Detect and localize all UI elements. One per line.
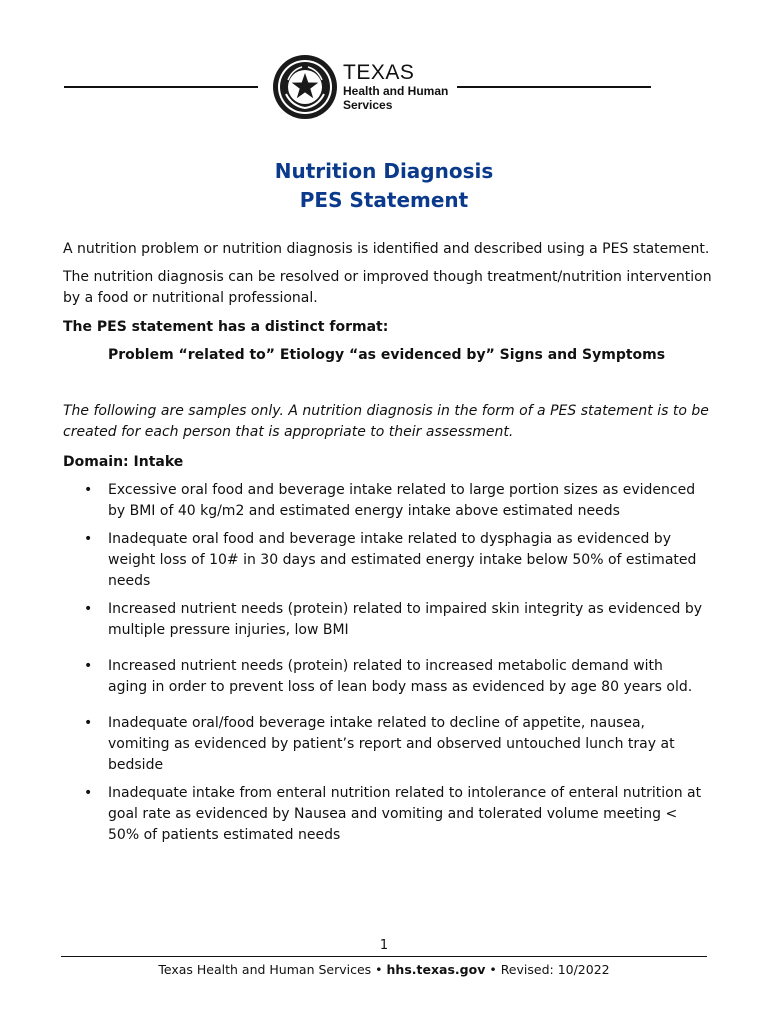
list-item-text: Excessive oral food and beverage intake related to large portion sizes as evidenced by BMI of 40 kg/m2 and estimated energy intake above estimated needs [108, 482, 696, 519]
header-rule-right [457, 86, 651, 88]
intro-paragraph-1: A nutrition problem or nutrition diagnosis is identified and described using a PES statement. [63, 241, 710, 257]
list-item-text: Inadequate intake from enteral nutrition related to intolerance of enteral nutrition at goal rate as evidenced by Nausea and vomiting and tolerated volume meeting < 50% of patients estimated needs [108, 785, 702, 843]
logo-line-3: Services [343, 98, 393, 112]
list-item-text: Inadequate oral food and beverage intake related to dysphagia as evidenced by weight loss of 10# in 30 days and estimated energy intake below 50% of estimated needs [108, 531, 697, 589]
footer-revised: Revised: 10/2022 [500, 962, 610, 977]
list-item-text: Increased nutrient needs (protein) related to increased metabolic demand with aging in order to prevent loss of lean body mass as evidenced by age 80 years old. [108, 658, 693, 695]
page-title: Nutrition Diagnosis [274, 159, 494, 183]
intro-paragraph-2: The nutrition diagnosis can be resolved or improved though treatment/nutrition intervention by a food or nutritional professional. [63, 269, 712, 306]
footer-rule [61, 956, 707, 957]
footer [0, 961, 768, 979]
logo-line-2: Health and Human [343, 84, 449, 98]
footer-separator: • [375, 962, 383, 977]
texas-seal-icon [272, 54, 338, 120]
footer-org: Texas Health and Human Services [158, 962, 372, 977]
footer-separator: • [489, 962, 497, 977]
page-subtitle: PES Statement [299, 188, 469, 212]
pes-format: Problem “related to” Etiology “as evidenced by” Signs and Symptoms [108, 347, 666, 363]
header-rule-left [64, 86, 258, 88]
bullet-icon: • [84, 601, 93, 617]
page-number: 1 [379, 938, 389, 953]
list-item-text: Increased nutrient needs (protein) related to impaired skin integrity as evidenced by multiple pressure injuries, low BMI [108, 601, 703, 638]
bullet-icon: • [84, 482, 93, 498]
bullet-icon: • [84, 658, 93, 674]
bullet-icon: • [84, 531, 93, 547]
footer-site-link[interactable]: hhs.texas.gov [386, 962, 486, 977]
logo-texas: TEXAS [343, 61, 415, 84]
format-heading: The PES statement has a distinct format: [63, 319, 389, 335]
domain-heading: Domain: Intake [63, 454, 184, 470]
list-item-text: Inadequate oral/food beverage intake related to decline of appetite, nausea, vomiting as evidenced by patient’s report and observed untouched lunch tray at bedside [108, 715, 675, 773]
hhs-logo-text [343, 62, 448, 112]
bullet-icon: • [84, 715, 93, 731]
samples-note: The following are samples only. A nutrition diagnosis in the form of a PES statement is to be created for each person that is appropriate to their assessment. [63, 403, 709, 440]
bullet-icon: • [84, 785, 93, 801]
